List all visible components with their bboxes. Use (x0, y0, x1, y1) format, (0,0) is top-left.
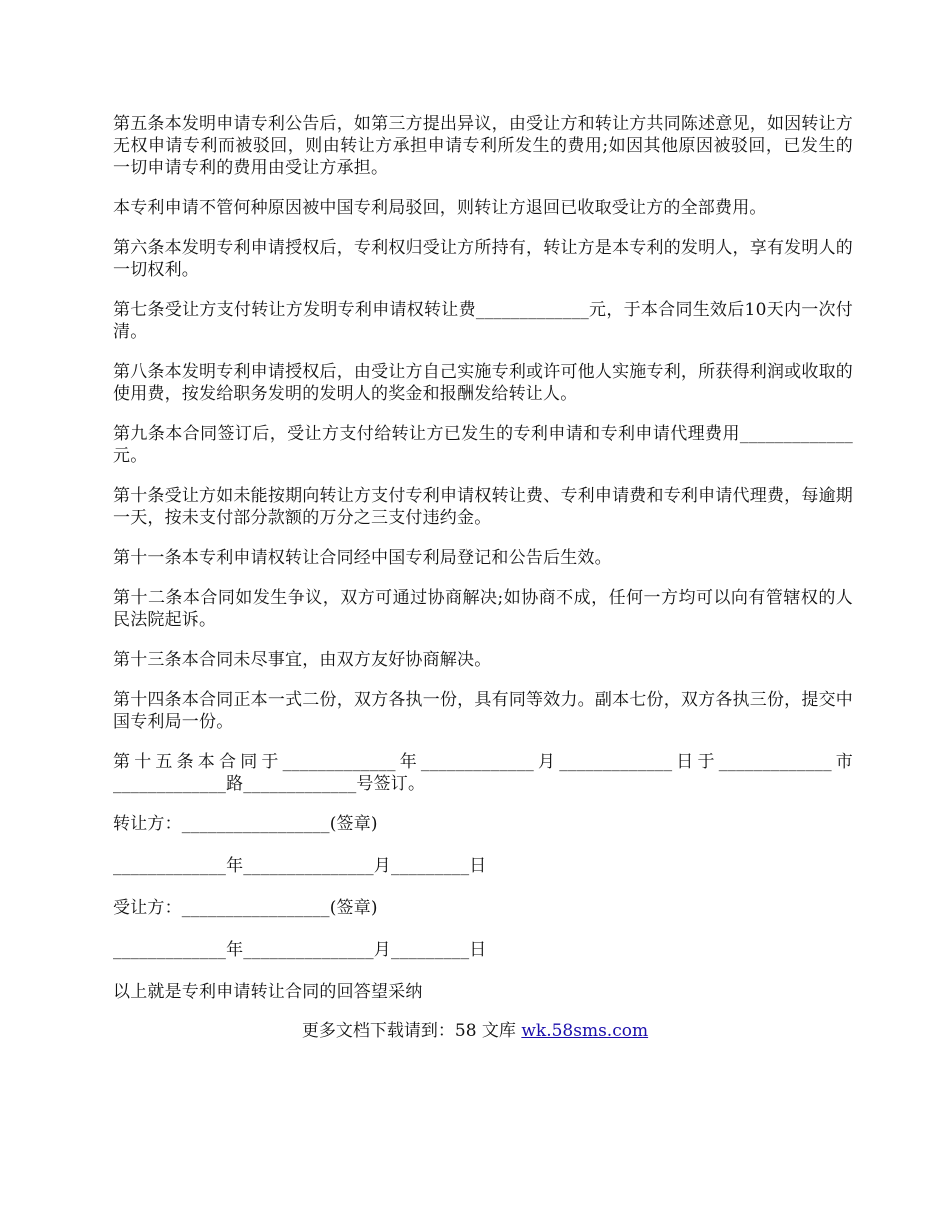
clause-7: 第七条受让方支付转让方发明专利申请权转让费_____________元，于本合同生效后10天内一次付清。 (113, 300, 853, 342)
clause-12: 第十二条本合同如发生争议，双方可通过协商解决;如协商不成，任何一方均可以向有管辖权的人民法院起诉。 (113, 588, 853, 630)
download-footer (0, 1020, 950, 1042)
footer-link[interactable]: wk.58sms.com (521, 1021, 649, 1041)
clause-10: 第十条受让方如未能按期向转让方支付专利申请权转让费、专利申请费和专利申请代理费，每逾期一天，按未支付部分款额的万分之三支付违约金。 (113, 486, 853, 528)
transferee-signature: 受让方：_________________(签章) (113, 898, 378, 918)
clause-5: 第五条本发明申请专利公告后，如第三方提出异议，由受让方和转让方共同陈述意见，如因转让方无权申请专利而被驳回，则由转让方承担申请专利所发生的费用;如因其他原因被驳回，已发生的一切申请专利的费用由受让方承担。 (113, 114, 853, 178)
clause-14: 第十四条本合同正本一式二份，双方各执一份，具有同等效力。副本七份，双方各执三份，提交中国专利局一份。 (113, 690, 853, 732)
clause-6: 第六条本发明专利申请授权后，专利权归受让方所持有，转让方是本专利的发明人，享有发明人的一切权利。 (113, 238, 853, 280)
clause-9: 第九条本合同签订后，受让方支付给转让方已发生的专利申请和专利申请代理费用_____________元。 (113, 424, 853, 466)
clause-15: 第十五条本合同于_____________年_____________月_____________日于_____________市_____________路_____________号签订。 (113, 752, 853, 794)
footer-prefix: 更多文档下载请到：58 文库 (301, 1021, 522, 1041)
clause-8: 第八条本发明专利申请授权后，由受让方自己实施专利或许可他人实施专利，所获得利润或收取的使用费，按发给职务发明的发明人的奖金和报酬发给转让人。 (113, 362, 853, 404)
transferor-date: _____________年_______________月_________日 (113, 856, 487, 876)
clause-13: 第十三条本合同未尽事宜，由双方友好协商解决。 (113, 650, 492, 670)
closing-note: 以上就是专利申请转让合同的回答望采纳 (113, 982, 423, 1002)
transferee-date: _____________年_______________月_________日 (113, 940, 487, 960)
transferor-signature: 转让方：_________________(签章) (113, 814, 378, 834)
refund-clause: 本专利申请不管何种原因被中国专利局驳回，则转让方退回已收取受让方的全部费用。 (113, 198, 767, 218)
document-body (113, 113, 853, 1021)
clause-11: 第十一条本专利申请权转让合同经中国专利局登记和公告后生效。 (113, 548, 612, 568)
